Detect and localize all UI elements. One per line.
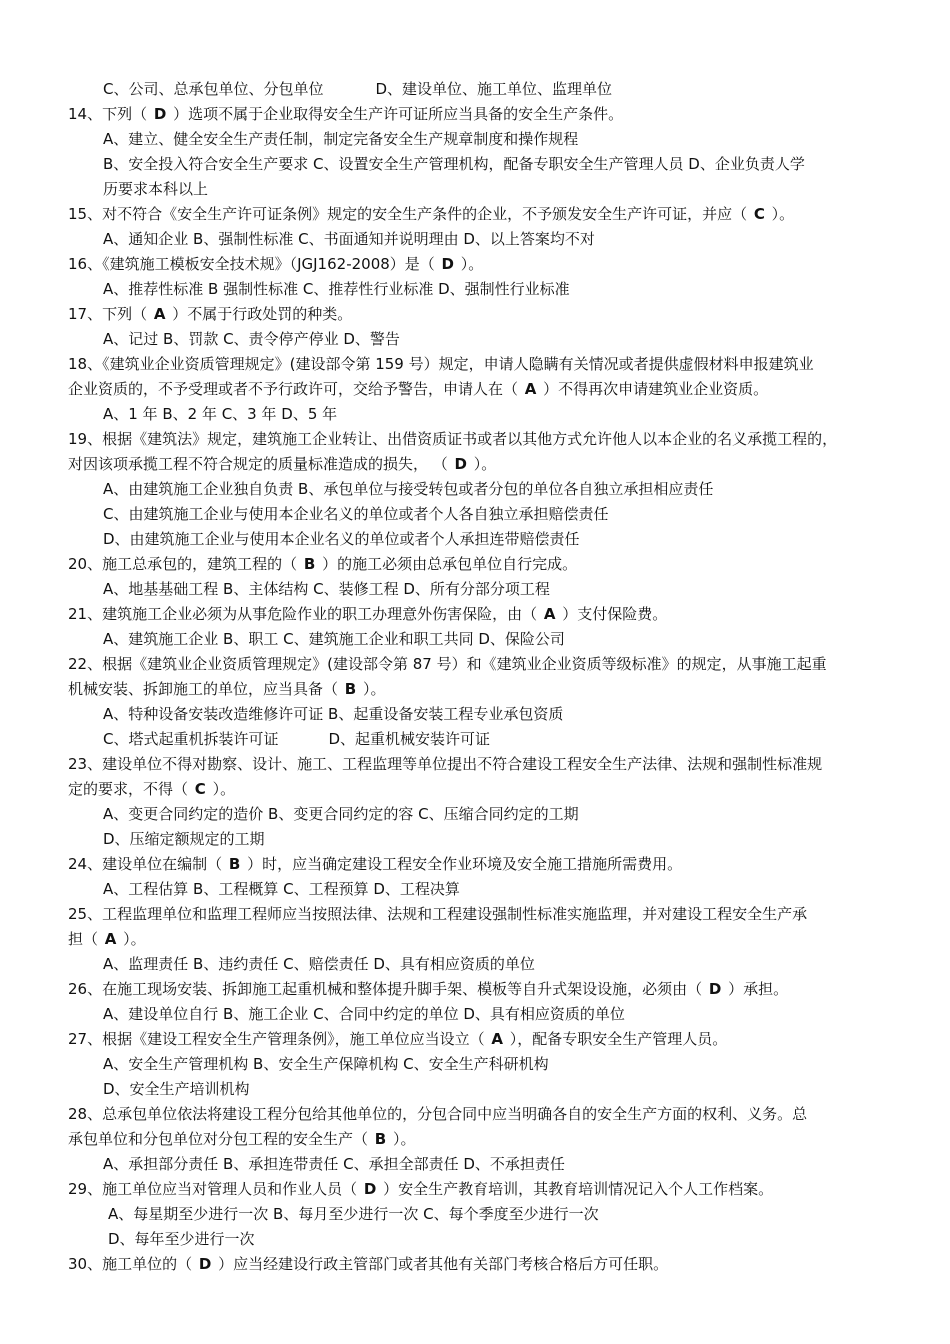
option-line: B、安全投入符合安全生产要求 C、设置安全生产管理机构，配备专职安全生产管理人员 D、企业负责人学 [103, 155, 805, 173]
option-line: D、安全生产培训机构 [103, 1080, 250, 1098]
question-18: 18、《建筑业企业资质管理规定》(建设部令第 159 号）规定，申请人隐瞒有关情况或者提供虚假材料申报建筑业 [68, 355, 814, 373]
answer: C [194, 780, 206, 798]
question-26: 26、在施工现场安装、拆卸施工起重机械和整体提升脚手架、模板等自升式架设设施，必须由（ D ）承担。 [68, 980, 789, 998]
question-16: 16、《建筑施工模板安全技术规》（JGJ162-2008）是（ D ）。 [68, 255, 484, 273]
answer: D [363, 1180, 377, 1198]
question-15: 15、对不符合《安全生产许可证条例》规定的安全生产条件的企业，不予颁发安全生产许可证，并应（ C ）。 [68, 205, 795, 223]
question-28: 28、总承包单位依法将建设工程分包给其他单位的，分包合同中应当明确各自的安全生产方面的权利、义务。总 [68, 1105, 808, 1123]
answer: D [454, 455, 467, 473]
option-line: C、由建筑施工企业与使用本企业名义的单位或者个人各自独立承担赔偿责任 [103, 505, 609, 523]
answer: A [543, 605, 556, 623]
option-line: A、特种设备安装改造维修许可证 B、起重设备安装工程专业承包资质 [103, 705, 564, 723]
option-line: A、监理责任 B、违约责任 C、赔偿责任 D、具有相应资质的单位 [103, 955, 535, 973]
option-line: A、变更合同约定的造价 B、变更合同约定的容 C、压缩合同约定的工期 [103, 805, 579, 823]
question-25: 25、工程监理单位和监理工程师应当按照法律、法规和工程建设强制性标准实施监理，并对建设工程安全生产承 [68, 905, 808, 923]
question-22-cont: 机械安装、拆卸施工的单位，应当具备（ B ）。 [68, 680, 386, 698]
question-29: 29、施工单位应当对管理人员和作业人员（ D ）安全生产教育培训，其教育培训情况记入个人工作档案。 [68, 1180, 774, 1198]
question-19: 19、根据《建筑法》规定，建筑施工企业转让、出借资质证书或者以其他方式允许他人以本企业的名义承揽工程的， [68, 430, 838, 448]
option-line: A、建立、健全安全生产责任制，制定完备安全生产规章制度和操作规程 [103, 130, 579, 148]
question-21: 21、建筑施工企业必须为从事危险作业的职工办理意外伤害保险，由（ A ）支付保险费。 [68, 605, 668, 623]
option-line: A、推荐性标准 B 强制性标准 C、推荐性行业标准 D、强制性行业标准 [103, 280, 570, 298]
option-line: A、1 年 B、2 年 C、3 年 D、5 年 [103, 405, 338, 423]
answer: D [153, 105, 167, 123]
answer: D [198, 1255, 212, 1273]
answer: B [228, 855, 241, 873]
option-line: A、由建筑施工企业独自负责 B、承包单位与接受转包或者分包的单位各自独立承担相应责任 [103, 480, 714, 498]
question-19-cont: 对因该项承揽工程不符合规定的质量标准造成的损失， （ D ）。 [68, 455, 497, 473]
question-23: 23、建设单位不得对勘察、设计、施工、工程监理等单位提出不符合建设工程安全生产法律、法规和强制性标准规 [68, 755, 823, 773]
option-line: A、承担部分责任 B、承担连带责任 C、承担全部责任 D、不承担责任 [103, 1155, 565, 1173]
question-17: 17、下列（ A ）不属于行政处罚的种类。 [68, 305, 353, 323]
option-line: A、每星期至少进行一次 B、每月至少进行一次 C、每个季度至少进行一次 [108, 1205, 599, 1223]
answer: D [708, 980, 722, 998]
answer: A [153, 305, 166, 323]
answer: D [441, 255, 454, 273]
option-line: D、每年至少进行一次 [108, 1230, 255, 1248]
question-20: 20、施工总承包的，建筑工程的（ B ）的施工必须由总承包单位自行完成。 [68, 555, 578, 573]
answer: B [344, 680, 357, 698]
answer: A [491, 1030, 503, 1048]
option-line: C、公司、总承包单位、分包单位 D、建设单位、施工单位、监理单位 [103, 80, 613, 98]
answer: B [303, 555, 316, 573]
question-14: 14、下列（ D ）选项不属于企业取得安全生产许可证所应当具备的安全生产条件。 [68, 105, 624, 123]
option-line: A、建设单位自行 B、施工企业 C、合同中约定的单位 D、具有相应资质的单位 [103, 1005, 625, 1023]
answer: C [753, 205, 765, 223]
option-line: D、由建筑施工企业与使用本企业名义的单位或者个人承担连带赔偿责任 [103, 530, 580, 548]
option-line: C、塔式起重机拆装许可证 D、起重机械安装许可证 [103, 730, 491, 748]
option-line: A、建筑施工企业 B、职工 C、建筑施工企业和职工共同 D、保险公司 [103, 630, 565, 648]
question-27: 27、根据《建设工程安全生产管理条例》，施工单位应当设立（ A ），配备专职安全生产管理人员。 [68, 1030, 728, 1048]
question-24: 24、建设单位在编制（ B ）时，应当确定建设工程安全作业环境及安全施工措施所需费用。 [68, 855, 683, 873]
option-line: A、记过 B、罚款 C、责令停产停业 D、警告 [103, 330, 400, 348]
option-line: A、安全生产管理机构 B、安全生产保障机构 C、安全生产科研机构 [103, 1055, 549, 1073]
option-line: D、压缩定额规定的工期 [103, 830, 265, 848]
question-22: 22、根据《建筑业企业资质管理规定》(建设部令第 87 号）和《建筑业企业资质等级标准》的规定，从事施工起重 [68, 655, 827, 673]
question-25-cont: 担（ A ）。 [68, 930, 146, 948]
option-line: A、地基基础工程 B、主体结构 C、装修工程 D、所有分部分项工程 [103, 580, 550, 598]
question-18-cont: 企业资质的，不予受理或者不予行政许可，交给予警告，申请人在（ A ）不得再次申请建筑业企业资质。 [68, 380, 769, 398]
answer: A [524, 380, 537, 398]
option-line: 历要求本科以上 [103, 180, 209, 198]
option-line: A、工程估算 B、工程概算 C、工程预算 D、工程决算 [103, 880, 460, 898]
answer: B [374, 1130, 387, 1148]
question-28-cont: 承包单位和分包单位对分包工程的安全生产（ B ）。 [68, 1130, 416, 1148]
option-line: A、通知企业 B、强制性标准 C、书面通知并说明理由 D、以上答案均不对 [103, 230, 595, 248]
question-23-cont: 定的要求，不得（ C ）。 [68, 780, 236, 798]
question-30: 30、施工单位的（ D ）应当经建设行政主管部门或者其他有关部门考核合格后方可任职。 [68, 1255, 669, 1273]
answer: A [104, 930, 117, 948]
